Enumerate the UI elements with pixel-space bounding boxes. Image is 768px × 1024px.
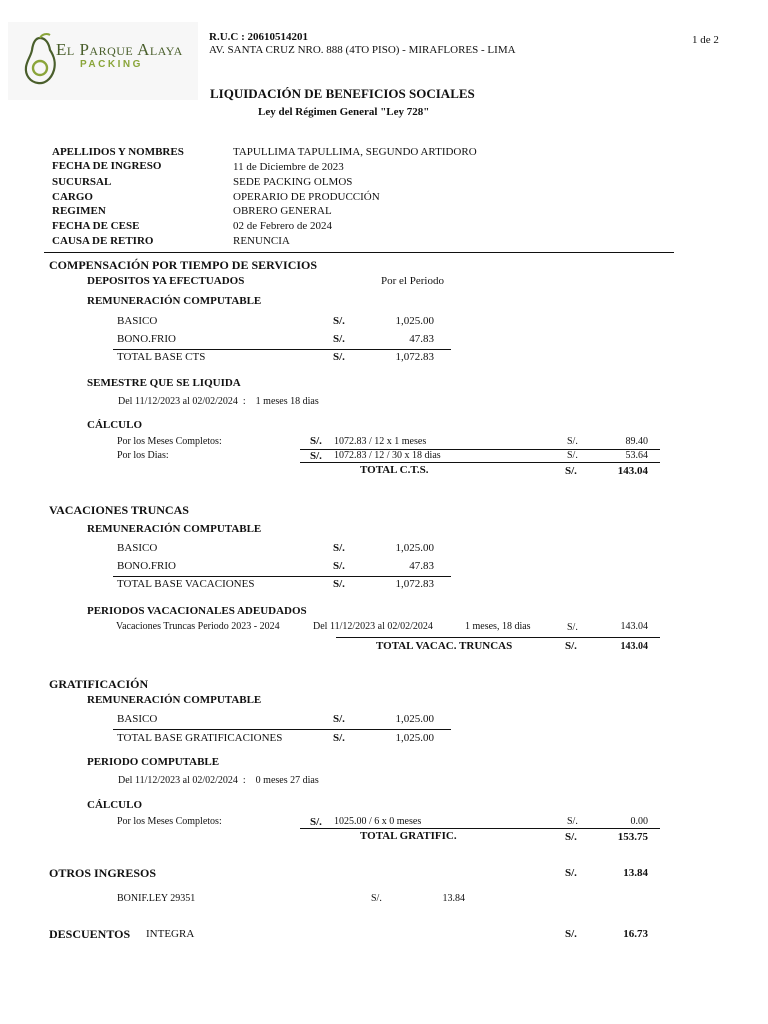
address: AV. SANTA CRUZ NRO. 888 (4TO PISO) - MIRAFLORES - LIMA — [209, 44, 516, 56]
currency: S/. — [567, 436, 578, 447]
currency: S/. — [333, 732, 345, 744]
item-amount: 1,025.00 — [395, 315, 434, 327]
currency: S/. — [333, 351, 345, 363]
subsection-heading: REMUNERACIÓN COMPUTABLE — [87, 523, 262, 535]
section-heading: OTROS INGRESOS — [49, 866, 157, 880]
item-amount: 1,025.00 — [395, 713, 434, 725]
descuentos-sub: INTEGRA — [146, 928, 195, 940]
employee-label: APELLIDOS Y NOMBRES — [52, 146, 184, 158]
total-label: TOTAL BASE VACACIONES — [117, 578, 255, 590]
employee-label: FECHA DE CESE — [52, 220, 140, 232]
employee-value: OPERARIO DE PRODUCCIÓN — [233, 191, 380, 203]
section-heading: DESCUENTOS — [49, 927, 131, 941]
item-amount: 1,025.00 — [395, 542, 434, 554]
grand-total-label: TOTAL VACAC. TRUNCAS — [376, 640, 513, 652]
total-line — [336, 637, 660, 638]
employee-value: RENUNCIA — [233, 235, 290, 247]
grand-total-label: TOTAL GRATIFIC. — [360, 830, 457, 842]
subsection-heading: REMUNERACIÓN COMPUTABLE — [87, 295, 262, 307]
calc-formula: 1072.83 / 12 / 30 x 18 dias — [334, 450, 441, 461]
calc-amount: 89.40 — [625, 436, 648, 447]
subsection-heading: PERIODO COMPUTABLE — [87, 756, 220, 768]
document-title: LIQUIDACIÓN DE BENEFICIOS SOCIALES — [210, 86, 475, 101]
total-label: TOTAL BASE CTS — [117, 351, 206, 363]
employee-label: FECHA DE INGRESO — [52, 160, 162, 172]
employee-value: 02 de Febrero de 2024 — [233, 220, 332, 232]
total-amount: 1,072.83 — [395, 578, 434, 590]
item-amount: 13.84 — [442, 893, 465, 904]
total-label: TOTAL BASE GRATIFICACIONES — [117, 732, 283, 744]
section-heading: VACACIONES TRUNCAS — [49, 503, 189, 517]
period-duration: 1 meses, 18 dias — [465, 621, 531, 632]
period-amount: 143.04 — [620, 621, 648, 632]
total-amount: 1,072.83 — [395, 351, 434, 363]
subsection-heading: CÁLCULO — [87, 419, 143, 431]
currency: S/. — [333, 578, 345, 590]
employee-value: 11 de Diciembre de 2023 — [233, 161, 344, 173]
item-label: BASICO — [117, 315, 158, 327]
grand-total-label: TOTAL C.T.S. — [360, 464, 429, 476]
total-line — [300, 828, 660, 829]
avocado-icon — [20, 32, 60, 88]
currency: S/. — [565, 640, 577, 652]
section-amount: 13.84 — [623, 867, 648, 879]
item-label: BASICO — [117, 542, 158, 554]
currency: S/. — [310, 816, 322, 828]
employee-value: SEDE PACKING OLMOS — [233, 176, 353, 188]
employee-value: OBRERO GENERAL — [233, 205, 332, 217]
period-label: Vacaciones Truncas Periodo 2023 - 2024 — [116, 621, 280, 632]
subsection-heading: REMUNERACIÓN COMPUTABLE — [87, 694, 262, 706]
currency: S/. — [333, 542, 345, 554]
subtotal-line — [113, 729, 451, 730]
total-amount: 1,025.00 — [395, 732, 434, 744]
currency: S/. — [371, 893, 382, 904]
subsection-heading: CÁLCULO — [87, 799, 143, 811]
calc-amount: 53.64 — [625, 450, 648, 461]
deposits-period: Por el Periodo — [381, 275, 444, 287]
subtotal-line — [113, 576, 451, 577]
period-text: Del 11/12/2023 al 02/02/2024 : 0 meses 27 dias — [118, 775, 319, 786]
section-amount: 16.73 — [623, 928, 648, 940]
currency: S/. — [567, 450, 578, 461]
currency: S/. — [310, 450, 322, 462]
item-label: BONIF.LEY 29351 — [117, 893, 196, 904]
section-heading: COMPENSACIÓN POR TIEMPO DE SERVICIOS — [49, 258, 318, 272]
currency: S/. — [567, 816, 578, 827]
subsection-heading: PERIODOS VACACIONALES ADEUDADOS — [87, 605, 307, 617]
document-subtitle: Ley del Régimen General "Ley 728" — [258, 106, 430, 118]
calc-formula: 1025.00 / 6 x 0 meses — [334, 816, 422, 827]
calc-amount: 0.00 — [630, 816, 648, 827]
grand-total-amount: 153.75 — [617, 831, 648, 843]
currency: S/. — [333, 315, 345, 327]
calc-formula: 1072.83 / 12 x 1 meses — [334, 436, 427, 447]
page-number: 1 de 2 — [692, 34, 719, 46]
ruc: R.U.C : 20610514201 — [209, 31, 308, 43]
employee-label: SUCURSAL — [52, 176, 112, 188]
employee-label: CAUSA DE RETIRO — [52, 235, 154, 247]
company-subname: PACKING — [80, 59, 143, 70]
subsection-heading: SEMESTRE QUE SE LIQUIDA — [87, 377, 241, 389]
calc-label: Por los Meses Completos: — [117, 436, 222, 447]
company-name: El Parque Alaya — [56, 40, 183, 59]
currency: S/. — [333, 560, 345, 572]
item-label: BASICO — [117, 713, 158, 725]
employee-label: CARGO — [52, 191, 93, 203]
item-amount: 47.83 — [409, 333, 434, 345]
currency: S/. — [310, 435, 322, 447]
deposits-label: DEPOSITOS YA EFECTUADOS — [87, 275, 245, 287]
currency: S/. — [333, 333, 345, 345]
period-text: Del 11/12/2023 al 02/02/2024 : 1 meses 18 dias — [118, 396, 319, 407]
period-range: Del 11/12/2023 al 02/02/2024 — [313, 621, 433, 632]
subtotal-line — [113, 349, 451, 350]
employee-label: REGIMEN — [52, 205, 106, 217]
divider — [44, 252, 674, 253]
grand-total-amount: 143.04 — [620, 641, 648, 652]
currency: S/. — [565, 867, 577, 879]
grand-total-amount: 143.04 — [617, 465, 648, 477]
company-logo — [8, 22, 198, 100]
currency: S/. — [565, 831, 577, 843]
currency: S/. — [565, 928, 577, 940]
employee-value: TAPULLIMA TAPULLIMA, SEGUNDO ARTIDORO — [233, 146, 477, 158]
item-label: BONO.FRIO — [117, 560, 176, 572]
item-label: BONO.FRIO — [117, 333, 176, 345]
section-heading: GRATIFICACIÓN — [49, 677, 149, 691]
item-amount: 47.83 — [409, 560, 434, 572]
currency: S/. — [333, 713, 345, 725]
calc-label: Por los Meses Completos: — [117, 816, 222, 827]
total-line — [300, 462, 660, 463]
currency: S/. — [565, 465, 577, 477]
currency: S/. — [567, 622, 578, 633]
calc-label: Por los Dias: — [117, 450, 169, 461]
